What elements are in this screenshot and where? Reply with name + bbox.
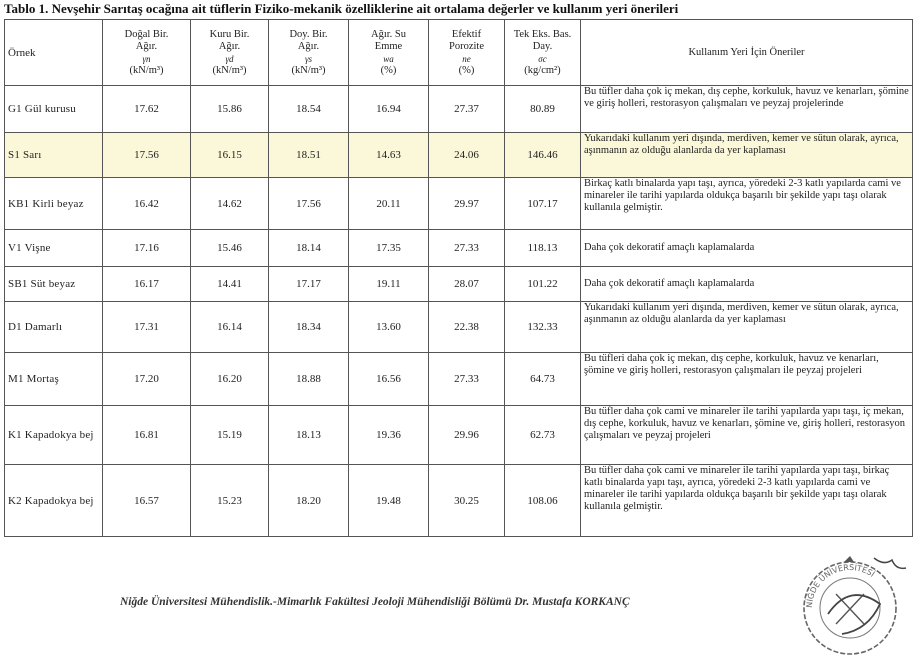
- porosity-value: 27.33: [429, 230, 505, 267]
- natural-density-value: 17.31: [103, 302, 191, 353]
- table-row: [5, 178, 913, 230]
- header-dry-density: Kuru Bir. Ağır. γd (kN/m³): [191, 20, 269, 86]
- sample-name: K2 Kapadokya bej: [5, 465, 103, 537]
- sample-name: SB1 Süt beyaz: [5, 267, 103, 302]
- header-porosity: Efektif Porozite ne (%): [429, 20, 505, 86]
- table-row: [5, 465, 913, 537]
- ucs-value: 80.89: [505, 86, 581, 133]
- header-saturated-density: Doy. Bir. Ağır. γs (kN/m³): [269, 20, 349, 86]
- porosity-value: 27.33: [429, 353, 505, 406]
- porosity-value: 24.06: [429, 133, 505, 178]
- usage-text: Birkaç katlı binalarda yapı taşı, ayrıca, yöredeki 2-3 katlı yapılarda cami ve minareler ile tarihi yapılarda oldukça başarılı bir şekilde yapı taşı olarak kullanıla gelmiştir.: [581, 178, 913, 230]
- saturated-density-value: 18.88: [269, 353, 349, 406]
- usage-text: Daha çok dekoratif amaçlı kaplamalarda: [581, 230, 913, 267]
- sample-name: V1 Vişne: [5, 230, 103, 267]
- porosity-value: 28.07: [429, 267, 505, 302]
- table-row: [5, 302, 913, 353]
- header-natural-density: Doğal Bir. Ağır. γn (kN/m³): [103, 20, 191, 86]
- usage-text: Yukarıdaki kullanım yeri dışında, merdiven, kemer ve sütun olarak, ayrıca, aşınmanın az olduğu alanlarda da yer kaplaması: [581, 302, 913, 353]
- university-stamp-icon: [784, 548, 916, 660]
- dry-density-value: 14.62: [191, 178, 269, 230]
- table-row: [5, 230, 913, 267]
- water-absorption-value: 16.94: [349, 86, 429, 133]
- ucs-value: 101.22: [505, 267, 581, 302]
- table-row: [5, 133, 913, 178]
- usage-text: Bu tüfleri daha çok iç mekan, dış cephe, korkuluk, havuz ve kenarları, şömine ve giriş holleri, restorasyon çalışmaları ile peyzaj projeleri: [581, 353, 913, 406]
- saturated-density-value: 18.13: [269, 406, 349, 465]
- dry-density-value: 15.86: [191, 86, 269, 133]
- natural-density-value: 17.62: [103, 86, 191, 133]
- water-absorption-value: 14.63: [349, 133, 429, 178]
- saturated-density-value: 18.14: [269, 230, 349, 267]
- usage-text: Daha çok dekoratif amaçlı kaplamalarda: [581, 267, 913, 302]
- water-absorption-value: 13.60: [349, 302, 429, 353]
- table-row: [5, 353, 913, 406]
- ucs-value: 118.13: [505, 230, 581, 267]
- svg-text:NİĞDE ÜNİVERSİTESİ: NİĞDE ÜNİVERSİTESİ: [804, 562, 877, 609]
- dry-density-value: 16.15: [191, 133, 269, 178]
- water-absorption-value: 20.11: [349, 178, 429, 230]
- header-ucs: Tek Eks. Bas. Day. σc (kg/cm²): [505, 20, 581, 86]
- porosity-value: 29.97: [429, 178, 505, 230]
- usage-text: Bu tüfler daha çok cami ve minareler ile tarihi yapılarda yapı taşı, iç mekan, dış cephe, korkuluk, havuz ve kenarları, şömine ve, giriş holleri, restorasyon çalışmaları ve peyzaj projeleri: [581, 406, 913, 465]
- water-absorption-value: 19.11: [349, 267, 429, 302]
- saturated-density-value: 17.56: [269, 178, 349, 230]
- header-row: [5, 20, 913, 86]
- properties-table: [4, 19, 913, 537]
- natural-density-value: 17.56: [103, 133, 191, 178]
- header-sample: Örnek: [5, 20, 103, 86]
- dry-density-value: 16.20: [191, 353, 269, 406]
- dry-density-value: 15.23: [191, 465, 269, 537]
- saturated-density-value: 18.51: [269, 133, 349, 178]
- porosity-value: 22.38: [429, 302, 505, 353]
- saturated-density-value: 18.20: [269, 465, 349, 537]
- saturated-density-value: 18.34: [269, 302, 349, 353]
- natural-density-value: 16.57: [103, 465, 191, 537]
- natural-density-value: 17.20: [103, 353, 191, 406]
- ucs-value: 132.33: [505, 302, 581, 353]
- porosity-value: 30.25: [429, 465, 505, 537]
- saturated-density-value: 18.54: [269, 86, 349, 133]
- sample-name: D1 Damarlı: [5, 302, 103, 353]
- usage-text: Yukarıdaki kullanım yeri dışında, merdiven, kemer ve sütun olarak, ayrıca, aşınmanın az olduğu alanlarda da yer kaplaması: [581, 133, 913, 178]
- natural-density-value: 17.16: [103, 230, 191, 267]
- table-row: [5, 86, 913, 133]
- ucs-value: 107.17: [505, 178, 581, 230]
- ucs-value: 146.46: [505, 133, 581, 178]
- table-title: Tablo 1. Nevşehir Sarıtaş ocağına ait tüflerin Fiziko-mekanik özelliklerine ait ortalama değerler ve kullanım yeri önerileri: [4, 1, 679, 16]
- sample-name: K1 Kapadokya bej: [5, 406, 103, 465]
- dry-density-value: 16.14: [191, 302, 269, 353]
- dry-density-value: 15.19: [191, 406, 269, 465]
- header-usage: Kullanım Yeri İçin Öneriler: [581, 20, 913, 86]
- water-absorption-value: 19.48: [349, 465, 429, 537]
- dry-density-value: 15.46: [191, 230, 269, 267]
- ucs-value: 62.73: [505, 406, 581, 465]
- ucs-value: 64.73: [505, 353, 581, 406]
- natural-density-value: 16.42: [103, 178, 191, 230]
- water-absorption-value: 17.35: [349, 230, 429, 267]
- water-absorption-value: 16.56: [349, 353, 429, 406]
- table-row: [5, 267, 913, 302]
- natural-density-value: 16.81: [103, 406, 191, 465]
- sample-name: M1 Mortaş: [5, 353, 103, 406]
- ucs-value: 108.06: [505, 465, 581, 537]
- porosity-value: 27.37: [429, 86, 505, 133]
- sample-name: KB1 Kirli beyaz: [5, 178, 103, 230]
- usage-text: Bu tüfler daha çok iç mekan, dış cephe, korkuluk, havuz ve kenarları, şömine ve giriş holleri, restorasyon çalışmaları ve peyzaj projelerinde: [581, 86, 913, 133]
- header-water-absorption: Ağır. Su Emme wa (%): [349, 20, 429, 86]
- porosity-value: 29.96: [429, 406, 505, 465]
- table-row: [5, 406, 913, 465]
- water-absorption-value: 19.36: [349, 406, 429, 465]
- footer-affiliation: Niğde Üniversitesi Mühendislik.-Mimarlık Fakültesi Jeoloji Mühendisliği Bölümü Dr. Mustafa KORKANÇ: [120, 596, 630, 608]
- natural-density-value: 16.17: [103, 267, 191, 302]
- sample-name: S1 Sarı: [5, 133, 103, 178]
- sample-name: G1 Gül kurusu: [5, 86, 103, 133]
- dry-density-value: 14.41: [191, 267, 269, 302]
- saturated-density-value: 17.17: [269, 267, 349, 302]
- usage-text: Bu tüfler daha çok cami ve minareler ile tarihi yapılarda yapı taşı, birkaç katlı binalarda yapı taşı, ayrıca, yöredeki 2-3 katlı yapılarda cami ve minareler ile tarihi yapılarda oldukça başarılı bir şekilde yapı taşı olarak kullanıla gelmiştir.: [581, 465, 913, 537]
